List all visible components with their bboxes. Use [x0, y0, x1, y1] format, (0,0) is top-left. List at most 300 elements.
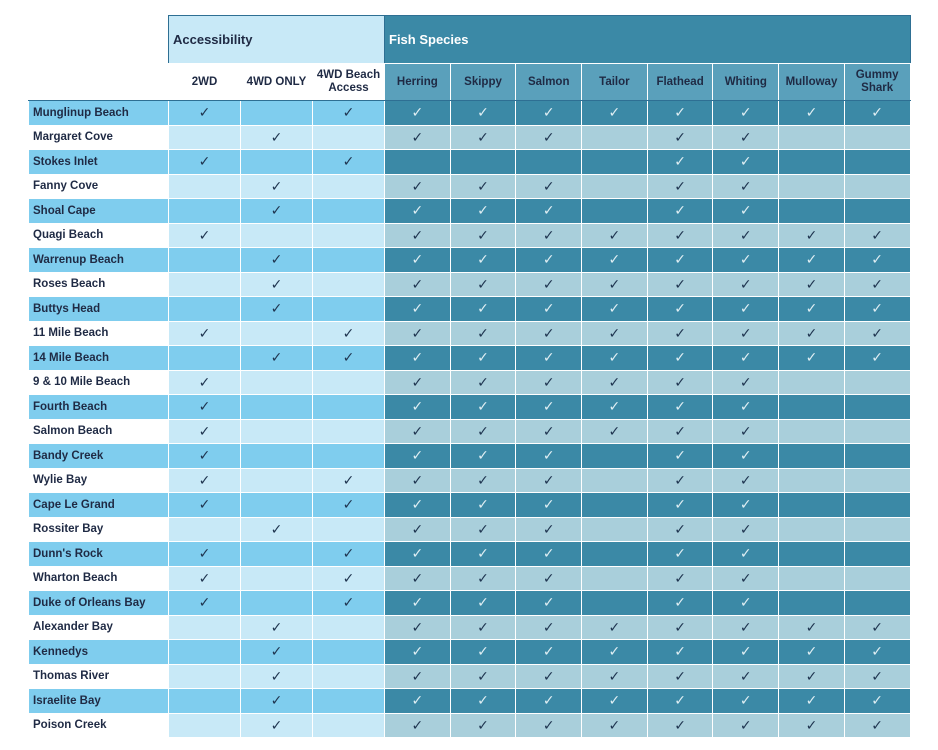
column-header-access: 2WD	[169, 64, 241, 101]
fish-cell	[450, 174, 516, 199]
check-icon: ✓	[411, 202, 424, 219]
check-icon: ✓	[411, 226, 424, 243]
check-icon: ✓	[198, 545, 211, 562]
check-icon: ✓	[739, 104, 752, 121]
access-cell	[313, 493, 385, 518]
fish-cell	[582, 591, 648, 616]
check-icon: ✓	[674, 667, 686, 684]
fish-cell	[385, 689, 451, 714]
check-icon: ✓	[871, 300, 884, 317]
check-icon: ✓	[805, 275, 818, 292]
check-icon: ✓	[411, 275, 424, 292]
fish-cell	[647, 223, 713, 248]
fish-cell	[450, 346, 516, 371]
check-icon: ✓	[805, 643, 818, 660]
check-icon: ✓	[871, 251, 884, 268]
fish-cell	[516, 174, 582, 199]
check-icon: ✓	[871, 349, 884, 366]
fish-cell	[582, 248, 648, 273]
table-row	[29, 664, 911, 689]
fish-cell	[779, 370, 845, 395]
check-icon: ✓	[739, 618, 752, 635]
check-icon: ✓	[608, 398, 621, 415]
check-icon: ✓	[739, 692, 752, 709]
check-icon: ✓	[542, 618, 555, 635]
fish-cell	[582, 174, 648, 199]
access-cell	[313, 444, 385, 469]
fish-cell	[450, 125, 516, 150]
check-icon: ✓	[674, 496, 686, 513]
access-cell	[313, 689, 385, 714]
check-icon: ✓	[477, 667, 489, 684]
fish-cell	[844, 272, 910, 297]
table-row	[29, 223, 911, 248]
check-icon: ✓	[674, 447, 686, 464]
access-cell	[241, 346, 313, 371]
access-cell	[313, 542, 385, 567]
check-icon: ✓	[805, 349, 818, 366]
table-row	[29, 150, 911, 175]
check-icon: ✓	[411, 324, 424, 341]
check-icon: ✓	[270, 667, 283, 684]
access-cell	[169, 297, 241, 322]
check-icon: ✓	[477, 226, 489, 243]
beach-name: Margaret Cove	[29, 125, 169, 150]
check-icon: ✓	[270, 177, 283, 194]
check-icon: ✓	[270, 618, 283, 635]
check-icon: ✓	[411, 177, 424, 194]
access-cell	[169, 370, 241, 395]
column-header-fish: Herring	[385, 64, 451, 101]
check-icon: ✓	[674, 618, 686, 635]
check-icon: ✓	[198, 471, 211, 488]
check-icon: ✓	[739, 594, 752, 611]
check-icon: ✓	[739, 716, 752, 733]
check-icon: ✓	[674, 373, 686, 390]
fish-cell	[516, 419, 582, 444]
check-icon: ✓	[342, 545, 355, 562]
check-icon: ✓	[608, 300, 621, 317]
check-icon: ✓	[674, 177, 686, 194]
fish-cell	[844, 370, 910, 395]
check-icon: ✓	[542, 373, 555, 390]
check-icon: ✓	[542, 667, 555, 684]
fish-cell	[713, 395, 779, 420]
fish-cell	[779, 444, 845, 469]
beach-name: 14 Mile Beach	[29, 346, 169, 371]
beach-name: Fanny Cove	[29, 174, 169, 199]
check-icon: ✓	[198, 324, 211, 341]
check-icon: ✓	[542, 300, 555, 317]
check-icon: ✓	[542, 520, 555, 537]
fish-cell	[647, 640, 713, 665]
check-icon: ✓	[477, 716, 489, 733]
access-cell	[241, 321, 313, 346]
fish-cell	[713, 713, 779, 738]
fish-cell	[713, 272, 779, 297]
fish-cell	[450, 542, 516, 567]
access-cell	[241, 640, 313, 665]
fish-cell	[713, 468, 779, 493]
fish-cell	[516, 248, 582, 273]
fish-cell	[385, 150, 451, 175]
access-cell	[241, 101, 313, 126]
table-row	[29, 566, 911, 591]
table-row	[29, 125, 911, 150]
check-icon: ✓	[608, 349, 621, 366]
fish-cell	[385, 174, 451, 199]
fish-cell	[385, 493, 451, 518]
fish-cell	[844, 713, 910, 738]
fish-cell	[582, 199, 648, 224]
table-row	[29, 615, 911, 640]
check-icon: ✓	[270, 716, 283, 733]
fish-cell	[516, 591, 582, 616]
check-icon: ✓	[674, 202, 686, 219]
fish-cell	[647, 272, 713, 297]
fish-cell	[582, 689, 648, 714]
fish-cell	[582, 615, 648, 640]
check-icon: ✓	[674, 643, 686, 660]
fish-cell	[779, 713, 845, 738]
check-icon: ✓	[270, 349, 283, 366]
fish-cell	[779, 223, 845, 248]
check-icon: ✓	[542, 398, 555, 415]
check-icon: ✓	[477, 471, 489, 488]
fish-cell	[713, 419, 779, 444]
fish-cell	[779, 272, 845, 297]
fish-cell	[385, 346, 451, 371]
access-cell	[169, 517, 241, 542]
access-cell	[313, 713, 385, 738]
check-icon: ✓	[477, 177, 489, 194]
fish-cell	[713, 199, 779, 224]
check-icon: ✓	[739, 226, 752, 243]
access-cell	[169, 223, 241, 248]
check-icon: ✓	[608, 275, 621, 292]
fish-cell	[450, 468, 516, 493]
check-icon: ✓	[805, 716, 818, 733]
check-icon: ✓	[198, 594, 211, 611]
access-cell	[241, 419, 313, 444]
check-icon: ✓	[411, 643, 424, 660]
access-cell	[313, 174, 385, 199]
check-icon: ✓	[608, 324, 621, 341]
access-cell	[169, 591, 241, 616]
fish-cell	[647, 125, 713, 150]
fish-cell	[779, 640, 845, 665]
fish-cell	[450, 321, 516, 346]
table-row	[29, 272, 911, 297]
fish-cell	[450, 640, 516, 665]
check-icon: ✓	[805, 667, 818, 684]
access-cell	[241, 370, 313, 395]
check-icon: ✓	[674, 692, 686, 709]
fish-cell	[844, 689, 910, 714]
access-cell	[169, 248, 241, 273]
check-icon: ✓	[674, 471, 686, 488]
fish-cell	[450, 566, 516, 591]
access-cell	[169, 395, 241, 420]
fish-cell	[647, 566, 713, 591]
fish-cell	[844, 199, 910, 224]
table-row	[29, 101, 911, 126]
check-icon: ✓	[805, 104, 818, 121]
fish-cell	[779, 689, 845, 714]
check-icon: ✓	[411, 545, 424, 562]
fish-cell	[516, 125, 582, 150]
fish-cell	[779, 199, 845, 224]
check-icon: ✓	[477, 447, 489, 464]
fish-cell	[516, 150, 582, 175]
access-cell	[313, 346, 385, 371]
fish-cell	[450, 395, 516, 420]
fish-cell	[582, 640, 648, 665]
access-cell	[169, 713, 241, 738]
beach-name: Rossiter Bay	[29, 517, 169, 542]
fish-cell	[779, 419, 845, 444]
access-cell	[169, 174, 241, 199]
check-icon: ✓	[270, 643, 283, 660]
fish-cell	[779, 493, 845, 518]
table-row	[29, 395, 911, 420]
fish-cell	[647, 664, 713, 689]
fish-cell	[450, 517, 516, 542]
check-icon: ✓	[739, 373, 752, 390]
check-icon: ✓	[674, 324, 686, 341]
fish-cell	[713, 444, 779, 469]
check-icon: ✓	[871, 275, 884, 292]
check-icon: ✓	[477, 251, 489, 268]
fish-cell	[844, 419, 910, 444]
check-icon: ✓	[805, 300, 818, 317]
access-cell	[241, 223, 313, 248]
fish-cell	[450, 248, 516, 273]
check-icon: ✓	[477, 692, 489, 709]
access-cell	[313, 517, 385, 542]
check-icon: ✓	[411, 692, 424, 709]
check-icon: ✓	[739, 398, 752, 415]
access-cell	[169, 101, 241, 126]
fish-cell	[844, 321, 910, 346]
access-cell	[313, 223, 385, 248]
check-icon: ✓	[739, 496, 752, 513]
check-icon: ✓	[674, 569, 686, 586]
column-header-fish: Tailor	[582, 64, 648, 101]
access-cell	[169, 150, 241, 175]
check-icon: ✓	[270, 202, 283, 219]
check-icon: ✓	[739, 202, 752, 219]
fish-cell	[779, 346, 845, 371]
fish-cell	[844, 640, 910, 665]
fish-cell	[647, 248, 713, 273]
access-cell	[313, 101, 385, 126]
fish-cell	[844, 297, 910, 322]
fish-cell	[450, 689, 516, 714]
check-icon: ✓	[739, 643, 752, 660]
fish-cell	[779, 248, 845, 273]
check-icon: ✓	[411, 104, 424, 121]
fish-cell	[582, 444, 648, 469]
check-icon: ✓	[477, 275, 489, 292]
check-icon: ✓	[674, 300, 686, 317]
check-icon: ✓	[411, 520, 424, 537]
fish-cell	[516, 640, 582, 665]
access-cell	[241, 615, 313, 640]
fish-cell	[516, 615, 582, 640]
fish-cell	[582, 517, 648, 542]
check-icon: ✓	[198, 153, 211, 170]
fish-cell	[779, 566, 845, 591]
fish-cell	[779, 321, 845, 346]
fish-cell	[844, 101, 910, 126]
fish-cell	[385, 125, 451, 150]
access-cell	[313, 248, 385, 273]
check-icon: ✓	[411, 349, 424, 366]
check-icon: ✓	[739, 422, 752, 439]
fish-cell	[385, 517, 451, 542]
fish-cell	[582, 125, 648, 150]
check-icon: ✓	[871, 104, 884, 121]
table-row	[29, 346, 911, 371]
check-icon: ✓	[477, 618, 489, 635]
fish-cell	[713, 664, 779, 689]
fish-cell	[779, 468, 845, 493]
table-row	[29, 713, 911, 738]
fish-cell	[385, 615, 451, 640]
corner-blank	[29, 16, 169, 64]
check-icon: ✓	[739, 275, 752, 292]
fish-cell	[516, 542, 582, 567]
beach-name: Israelite Bay	[29, 689, 169, 714]
check-icon: ✓	[477, 594, 489, 611]
column-header-fish: Whiting	[713, 64, 779, 101]
check-icon: ✓	[542, 692, 555, 709]
beach-fishing-table	[28, 15, 911, 738]
column-header-access: 4WD Beach Access	[313, 64, 385, 101]
access-cell	[169, 615, 241, 640]
check-icon: ✓	[198, 569, 211, 586]
fish-cell	[779, 542, 845, 567]
check-icon: ✓	[739, 251, 752, 268]
fish-cell	[779, 395, 845, 420]
check-icon: ✓	[871, 716, 884, 733]
check-icon: ✓	[270, 520, 283, 537]
fish-cell	[844, 493, 910, 518]
fish-cell	[516, 517, 582, 542]
check-icon: ✓	[739, 667, 752, 684]
access-cell	[169, 493, 241, 518]
fish-cell	[844, 468, 910, 493]
fish-cell	[713, 223, 779, 248]
check-icon: ✓	[411, 667, 424, 684]
beach-name: Duke of Orleans Bay	[29, 591, 169, 616]
check-icon: ✓	[542, 177, 555, 194]
fish-cell	[844, 591, 910, 616]
beach-name: 9 & 10 Mile Beach	[29, 370, 169, 395]
access-cell	[241, 150, 313, 175]
column-header-fish: Gummy Shark	[844, 64, 910, 101]
check-icon: ✓	[542, 545, 555, 562]
table-row	[29, 419, 911, 444]
access-cell	[169, 199, 241, 224]
fish-cell	[516, 566, 582, 591]
check-icon: ✓	[342, 569, 355, 586]
check-icon: ✓	[198, 496, 211, 513]
fish-cell	[647, 468, 713, 493]
table-row	[29, 370, 911, 395]
fish-cell	[582, 566, 648, 591]
access-cell	[241, 517, 313, 542]
check-icon: ✓	[608, 618, 621, 635]
check-icon: ✓	[542, 349, 555, 366]
check-icon: ✓	[542, 569, 555, 586]
check-icon: ✓	[477, 520, 489, 537]
check-icon: ✓	[198, 226, 211, 243]
check-icon: ✓	[674, 398, 686, 415]
fish-cell	[713, 101, 779, 126]
check-icon: ✓	[411, 618, 424, 635]
check-icon: ✓	[342, 104, 355, 121]
check-icon: ✓	[608, 422, 621, 439]
accessibility-group-header: Accessibility	[169, 16, 385, 64]
access-cell	[241, 395, 313, 420]
access-cell	[313, 125, 385, 150]
fish-cell	[844, 223, 910, 248]
fish-cell	[844, 150, 910, 175]
access-cell	[313, 566, 385, 591]
check-icon: ✓	[542, 496, 555, 513]
beach-name: Fourth Beach	[29, 395, 169, 420]
fish-cell	[385, 591, 451, 616]
access-cell	[313, 640, 385, 665]
access-cell	[169, 444, 241, 469]
access-cell	[241, 174, 313, 199]
check-icon: ✓	[270, 300, 283, 317]
check-icon: ✓	[674, 226, 686, 243]
fish-cell	[385, 664, 451, 689]
check-icon: ✓	[739, 520, 752, 537]
fish-cell	[385, 444, 451, 469]
access-cell	[313, 199, 385, 224]
fish-cell	[582, 395, 648, 420]
check-icon: ✓	[608, 692, 621, 709]
fish-cell	[779, 664, 845, 689]
check-icon: ✓	[871, 643, 884, 660]
fish-cell	[450, 150, 516, 175]
column-header-fish: Flathead	[647, 64, 713, 101]
fish-cell	[647, 615, 713, 640]
column-header-access: 4WD ONLY	[241, 64, 313, 101]
fish-cell	[385, 542, 451, 567]
check-icon: ✓	[739, 128, 752, 145]
check-icon: ✓	[542, 594, 555, 611]
fish-cell	[385, 419, 451, 444]
fish-cell	[450, 615, 516, 640]
beach-name: Stokes Inlet	[29, 150, 169, 175]
check-icon: ✓	[805, 692, 818, 709]
check-icon: ✓	[542, 104, 555, 121]
check-icon: ✓	[542, 226, 555, 243]
check-icon: ✓	[805, 618, 818, 635]
fish-cell	[779, 174, 845, 199]
check-icon: ✓	[477, 128, 489, 145]
access-cell	[241, 713, 313, 738]
check-icon: ✓	[342, 496, 355, 513]
check-icon: ✓	[477, 349, 489, 366]
check-icon: ✓	[542, 128, 555, 145]
fish-cell	[844, 346, 910, 371]
